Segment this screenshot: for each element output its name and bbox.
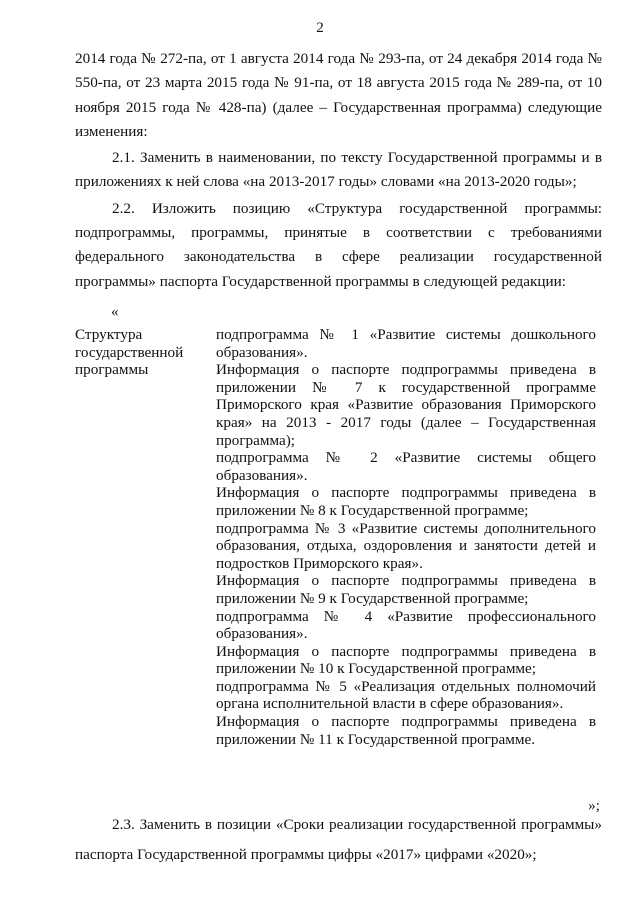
page-number: 2 xyxy=(316,20,324,36)
document-tail xyxy=(75,810,602,870)
structure-line: Информация о паспорте подпрограммы приведена в приложении № 8 к Государственной программе; xyxy=(216,484,596,519)
structure-line: подпрограмма № 1 «Развитие системы дошкольного образования». xyxy=(216,326,596,361)
structure-line: подпрограмма № 5 «Реализация отдельных полномочий органа исполнительной власти в сфере образования». xyxy=(216,677,596,713)
structure-line: Информация о паспорте подпрограммы приведена в приложении № 9 к Государственной программе; xyxy=(216,572,596,607)
structure-label: Структура государственной программы xyxy=(75,326,184,379)
structure-line: Информация о паспорте подпрограммы приведена в приложении № 11 к Государственной программе. xyxy=(216,713,596,748)
structure-line: Информация о паспорте подпрограммы приведена в приложении № 7 к государственной программе Приморского края «Развитие образования Приморского края» на 2013 - 2017 годы (далее – Государственная программа); xyxy=(216,361,596,449)
closing-quote: »; xyxy=(588,797,600,814)
item-2-3-paragraph: 2.3. Заменить в позиции «Сроки реализации государственной программы» паспорта Государственной программы цифры «2017» цифрами «2020»; xyxy=(75,816,602,863)
structure-value xyxy=(216,326,596,748)
item-2-1-paragraph: 2.1. Заменить в наименовании, по тексту Государственной программы и в приложениях к ней слова «на 2013-2017 годы» словами «на 2013-2020 годы»; xyxy=(75,149,602,191)
opening-quote: « xyxy=(111,303,119,320)
structure-line: подпрограмма № 3 «Развитие системы дополнительного образования, отдыха, оздоровления и занятости детей и подростков Приморского края». xyxy=(216,519,596,572)
structure-line: Информация о паспорте подпрограммы приведена в приложении № 10 к Государственной программе; xyxy=(216,642,596,678)
structure-line: подпрограмма № 2 «Развитие системы общего образования». xyxy=(216,449,596,484)
intro-paragraph: 2014 года № 272-па, от 1 августа 2014 года № 293-па, от 24 декабря 2014 года № 550-па, от 23 марта 2015 года № 91-па, от 18 августа 2015 года № 289-па, от 10 ноября 2015 года № 428-па) (далее – Государственная программа) следующие изменения: xyxy=(75,50,602,140)
document-body xyxy=(75,47,602,294)
item-2-2-paragraph: 2.2. Изложить позицию «Структура государственной программы: подпрограммы, программы, принятые в соответствии с требованиями федерального законодательства в сфере реализации государственной программы» паспорта Государственной программы в следующей редакции: xyxy=(75,199,602,290)
structure-line: подпрограмма № 4 «Развитие профессионального образования». xyxy=(216,607,596,643)
